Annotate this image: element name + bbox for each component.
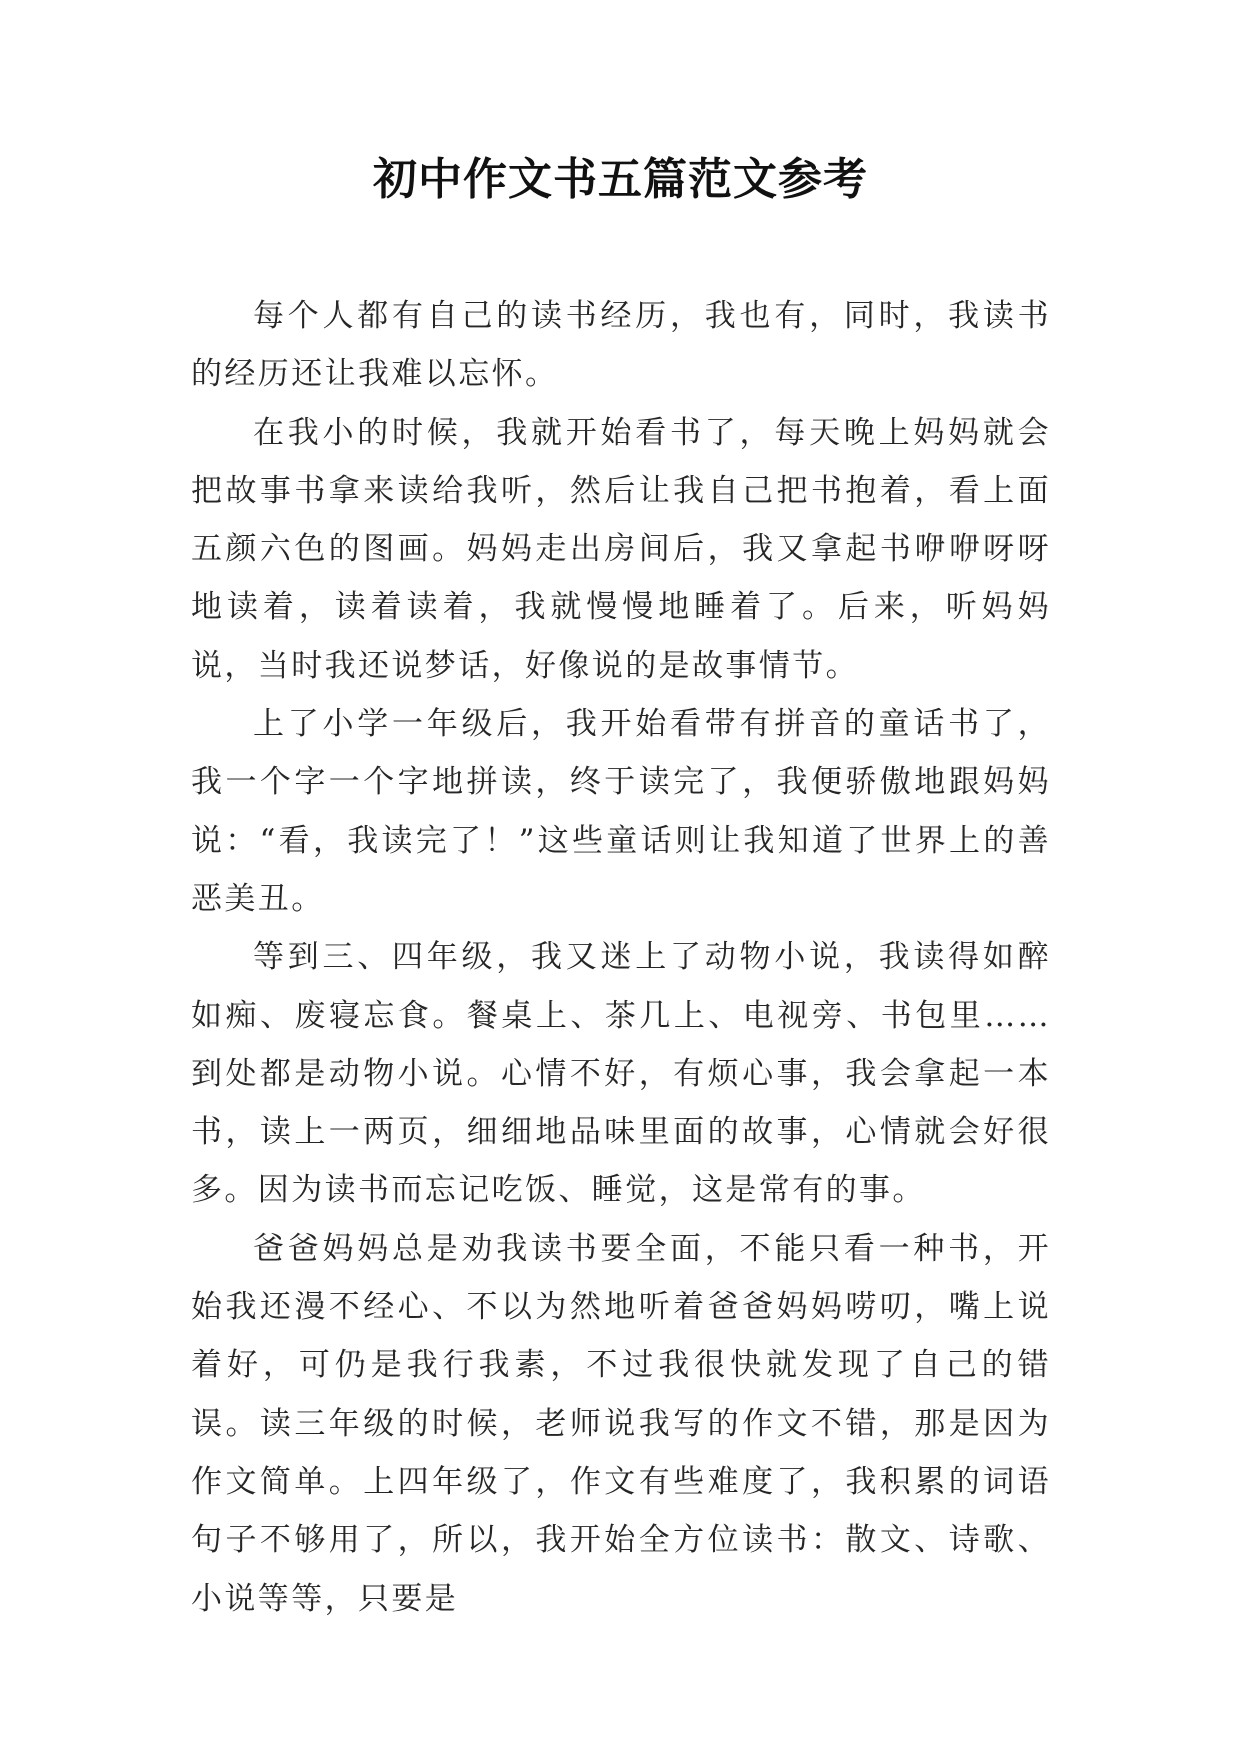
document-body <box>191 287 1051 1628</box>
document-title: 初中作文书五篇范文参考 <box>373 154 868 205</box>
paragraph-2: 在我小的时候，我就开始看书了，每天晚上妈妈就会把故事书拿来读给我听，然后让我自己把书抱着，看上面五颜六色的图画。妈妈走出房间后，我又拿起书咿咿呀呀地读着，读着读着，我就慢慢地睡着了。后来，听妈妈说，当时我还说梦话，好像说的是故事情节。 <box>191 414 1051 684</box>
paragraph-3: 上了小学一年级后，我开始看带有拼音的童话书了，我一个字一个字地拼读，终于读完了，我便骄傲地跟妈妈说：“看，我读完了！”这些童话则让我知道了世界上的善恶美丑。 <box>191 706 1051 917</box>
paragraph-5: 爸爸妈妈总是劝我读书要全面，不能只看一种书，开始我还漫不经心、不以为然地听着爸爸妈妈唠叨，嘴上说着好，可仍是我行我素，不过我很快就发现了自己的错误。读三年级的时候，老师说我写的作文不错，那是因为作文简单。上四年级了，作文有些难度了，我积累的词语句子不够用了，所以，我开始全方位读书：散文、诗歌、小说等等，只要是 <box>191 1230 1051 1617</box>
paragraph-1: 每个人都有自己的读书经历，我也有，同时，我读书的经历还让我难以忘怀。 <box>191 298 1051 393</box>
paragraph-4: 等到三、四年级，我又迷上了动物小说，我读得如醉如痴、废寝忘食。餐桌上、茶几上、电视旁、书包里……到处都是动物小说。心情不好，有烦心事，我会拿起一本书，读上一两页，细细地品味里面的故事，心情就会好很多。因为读书而忘记吃饭、睡觉，这是常有的事。 <box>191 939 1051 1209</box>
